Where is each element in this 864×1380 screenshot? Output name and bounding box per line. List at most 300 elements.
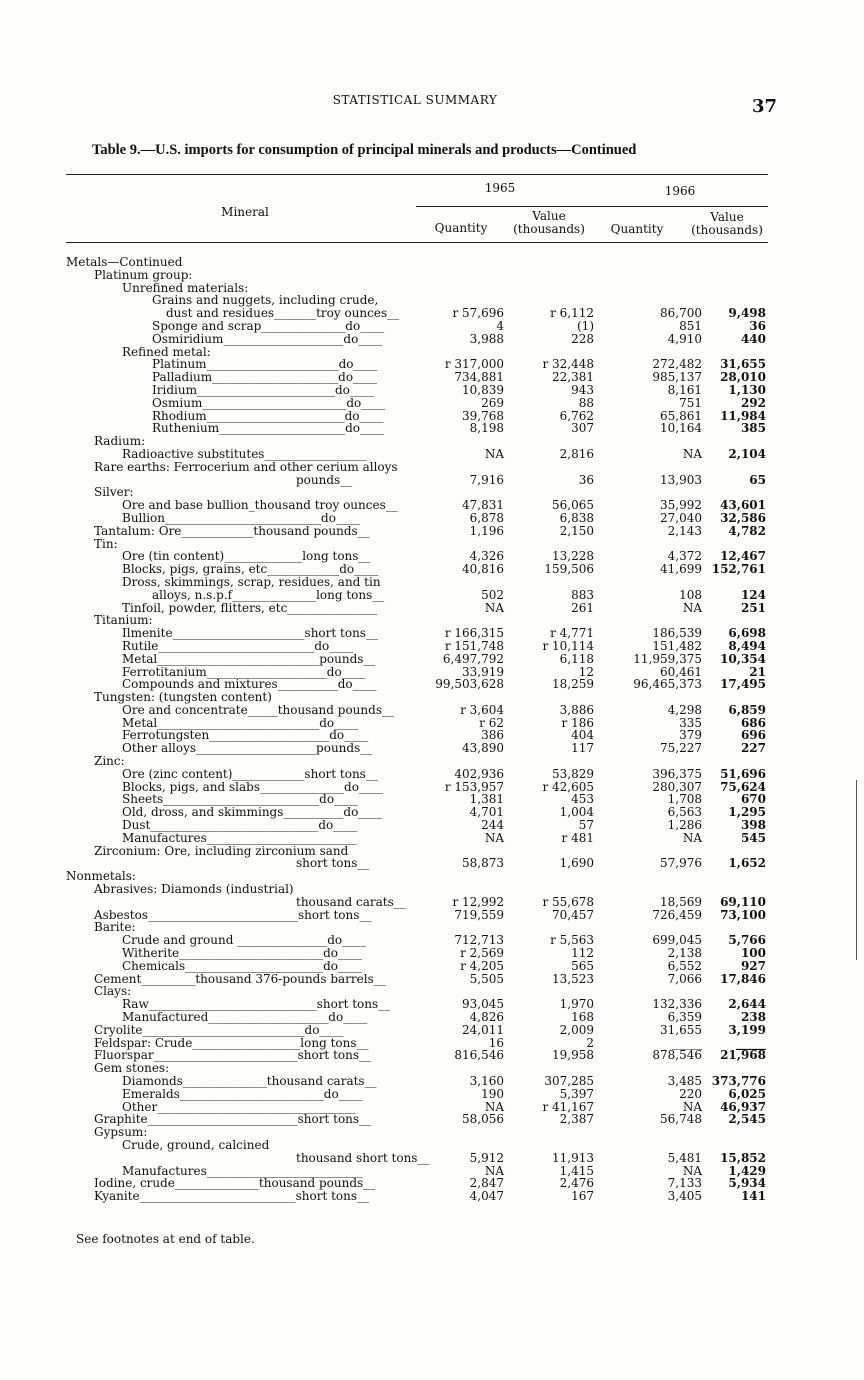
value-label: Value: [532, 209, 566, 223]
cell-value-1965: 2,816: [559, 446, 594, 461]
cell-value-1966: 927: [740, 958, 766, 973]
row-label: Palladium_____________________do____: [152, 370, 378, 385]
cell-quantity-1965: 43,890: [462, 741, 504, 756]
cell-value-1966: 8,494: [728, 638, 766, 653]
cell-value-1966: 373,776: [711, 1074, 766, 1088]
cell-quantity-1966: 985,137: [652, 370, 702, 385]
scan-edge-mark: [856, 880, 857, 960]
cell-value-1965: 261: [571, 600, 594, 615]
cell-quantity-1965: 6,878: [469, 510, 504, 525]
cell-value-1966: 11,984: [720, 408, 766, 423]
cell-value-1966: 440: [740, 331, 766, 346]
cell-value-1965: r 6,112: [550, 306, 594, 321]
cell-value-1965: r 481: [561, 830, 594, 845]
cell-quantity-1966: NA: [682, 1099, 702, 1114]
cell-value-1965: 167: [571, 1189, 594, 1204]
cell-value-1966: 36: [749, 318, 766, 333]
cell-quantity-1966: 751: [679, 395, 702, 410]
cell-value-1965: 19,958: [552, 1048, 594, 1063]
row-label: Feldspar: Crude__________________long tons__: [94, 1035, 369, 1050]
cell-quantity-1966: 96,465,373: [633, 677, 702, 692]
row-label: Zinc:: [94, 754, 125, 769]
cell-quantity-1966: 335: [679, 715, 702, 730]
cell-value-1965: 56,065: [552, 498, 594, 513]
cell-value-1965: 1,690: [559, 856, 594, 871]
running-head: STATISTICAL SUMMARY: [332, 93, 498, 107]
table-row: [66, 576, 786, 589]
table-row: [66, 755, 786, 768]
table-row: [66, 512, 786, 525]
cell-quantity-1965: 4,701: [469, 805, 504, 820]
cell-value-1966: 2,644: [728, 997, 766, 1012]
cell-quantity-1966: 27,040: [660, 510, 702, 525]
cell-quantity-1966: 57,976: [660, 856, 702, 871]
cell-quantity-1965: 3,988: [469, 331, 504, 346]
cell-value-1966: 69,110: [720, 894, 766, 909]
table-row: [66, 819, 786, 832]
cell-value-1966: 227: [740, 741, 766, 756]
table-row: [66, 857, 786, 870]
cell-value-1966: _____: [736, 1035, 766, 1050]
cell-quantity-1966: 75,227: [660, 741, 702, 756]
cell-value-1966: 2,545: [728, 1112, 766, 1127]
scan-edge-mark: [856, 780, 857, 890]
cell-value-1966: 1,295: [728, 805, 766, 820]
cell-value-1966: 75,624: [720, 779, 766, 794]
row-label: Ilmenite______________________short tons__: [122, 626, 378, 641]
table-row: [66, 653, 786, 666]
cell-value-1966: 398: [740, 818, 766, 833]
cell-quantity-1965: 402,936: [454, 766, 504, 781]
cell-quantity-1966: 108: [679, 587, 702, 602]
cell-value-1965: 3,886: [559, 702, 594, 717]
row-label: Radium:: [94, 434, 146, 449]
cell-value-1966: 46,937: [720, 1099, 766, 1114]
cell-value-1965: 159,506: [544, 562, 594, 577]
cell-value-1966: 21,968: [720, 1048, 766, 1063]
cell-quantity-1965: r 153,957: [444, 779, 504, 794]
cell-quantity-1965: 2,847: [469, 1176, 504, 1191]
cell-quantity-1965: 269: [481, 395, 504, 410]
cell-value-1965: 943: [571, 382, 594, 397]
value-unit-label: (thousands): [691, 223, 763, 237]
row-label: Metals—Continued: [66, 255, 183, 269]
row-label: Bullion__________________________do____: [122, 510, 360, 525]
cell-quantity-1966: 6,552: [667, 958, 702, 973]
row-label: dust and residues_______troy ounces__: [166, 306, 400, 321]
cell-quantity-1966: 379: [679, 728, 702, 743]
cell-quantity-1966: 2,138: [667, 946, 702, 961]
table-row: [66, 422, 786, 435]
cell-quantity-1965: 7,916: [469, 472, 504, 487]
table-row: [66, 1024, 786, 1037]
cell-quantity-1966: 280,307: [652, 779, 702, 794]
cell-quantity-1965: 1,381: [469, 792, 504, 807]
cell-quantity-1965: r 151,748: [444, 638, 504, 653]
cell-quantity-1966: 7,066: [667, 971, 702, 986]
row-label: Cryolite___________________________do____: [94, 1022, 344, 1037]
row-label: Cement_________thousand 376-pounds barrels__: [94, 971, 386, 986]
table-row: [66, 640, 786, 653]
cell-value-1966: 3,199: [728, 1022, 766, 1037]
row-label: Manufactures__________________________: [122, 1163, 363, 1178]
cell-value-1965: 53,829: [552, 766, 594, 781]
table-top-rule: [66, 174, 768, 175]
row-label: short tons__: [296, 856, 370, 871]
row-label: Compounds and mixtures__________do____: [122, 677, 377, 692]
table-row: [66, 909, 786, 922]
cell-value-1966: 4,782: [728, 523, 766, 538]
cell-quantity-1966: 13,903: [660, 472, 702, 487]
cell-quantity-1965: 4,047: [469, 1189, 504, 1204]
cell-value-1965: 453: [571, 792, 594, 807]
cell-quantity-1966: 2,143: [667, 523, 702, 538]
cell-quantity-1965: r 12,992: [452, 894, 504, 909]
cell-quantity-1965: 33,919: [462, 664, 504, 679]
row-label: Rare earths: Ferrocerium and other cerium alloys: [94, 459, 398, 474]
cell-value-1965: 228: [571, 331, 594, 346]
cell-quantity-1965: 734,881: [454, 370, 504, 385]
table-row: [66, 525, 786, 538]
cell-value-1966: 238: [740, 1010, 766, 1025]
cell-value-1966: 21: [749, 664, 766, 679]
row-label: Unrefined materials:: [122, 280, 249, 295]
cell-quantity-1965: 190: [481, 1086, 504, 1101]
cell-value-1966: 100: [740, 946, 766, 961]
col-header-value-1966: [684, 211, 770, 237]
cell-quantity-1966: 396,375: [652, 766, 702, 781]
cell-quantity-1965: 58,056: [462, 1112, 504, 1127]
row-label: Other alloys____________________pounds__: [122, 741, 373, 756]
cell-value-1965: 2,150: [559, 523, 594, 538]
row-label: Titanium:: [94, 613, 153, 628]
value-unit-label: (thousands): [513, 222, 585, 236]
cell-value-1966: 251: [740, 600, 766, 615]
cell-quantity-1966: NA: [682, 600, 702, 615]
cell-value-1965: 12: [578, 664, 594, 679]
table-row: [66, 742, 786, 755]
cell-value-1965: 1,970: [559, 997, 594, 1012]
table-row: [66, 704, 786, 717]
cell-quantity-1965: r 166,315: [444, 626, 504, 641]
cell-value-1965: 88: [578, 395, 594, 410]
cell-value-1966: 10,354: [720, 651, 766, 666]
row-label: Graphite_________________________short tons__: [94, 1112, 372, 1127]
cell-quantity-1965: r 4,205: [460, 958, 504, 973]
cell-value-1965: (1): [577, 318, 594, 333]
cell-value-1966: 5,766: [728, 933, 766, 948]
cell-quantity-1965: 3,160: [469, 1074, 504, 1088]
cell-value-1965: 2: [586, 1035, 594, 1050]
cell-quantity-1966: 8,161: [667, 382, 702, 397]
table-row: [66, 461, 786, 474]
cell-quantity-1965: 4: [496, 318, 504, 333]
cell-quantity-1965: 502: [481, 587, 504, 602]
row-label: Dross, skimmings, scrap, residues, and tin: [122, 574, 381, 589]
cell-quantity-1965: NA: [484, 446, 504, 461]
row-label: Fluorspar________________________short tons__: [94, 1048, 372, 1063]
cell-quantity-1965: NA: [484, 1163, 504, 1178]
cell-value-1965: r 5,563: [550, 933, 594, 948]
cell-value-1966: 2,104: [728, 446, 766, 461]
cell-value-1965: r 10,114: [542, 638, 594, 653]
table-row: [66, 589, 786, 602]
cell-value-1965: 6,838: [559, 510, 594, 525]
row-label: Dust____________________________do____: [122, 818, 358, 833]
cell-quantity-1965: r 62: [479, 715, 504, 730]
row-label: Diamonds______________thousand carats__: [122, 1074, 377, 1088]
cell-value-1966: 28,010: [720, 370, 766, 385]
cell-value-1966: 6,859: [728, 702, 766, 717]
row-label: Ore and base bullion_thousand troy ounces__: [122, 498, 398, 513]
cell-value-1966: 1,652: [728, 856, 766, 871]
row-label: Metal___________________________do____: [122, 715, 359, 730]
cell-quantity-1965: 1,196: [469, 523, 504, 538]
row-label: Tin:: [94, 536, 118, 551]
cell-quantity-1966: 4,910: [667, 331, 702, 346]
cell-value-1966: 65: [749, 472, 766, 487]
cell-value-1966: 545: [740, 830, 766, 845]
cell-value-1966: 5,934: [728, 1176, 766, 1191]
cell-quantity-1965: r 57,696: [452, 306, 504, 321]
cell-value-1965: 1,415: [559, 1163, 594, 1178]
row-label: Grains and nuggets, including crude,: [152, 293, 379, 308]
cell-quantity-1965: 93,045: [462, 997, 504, 1012]
row-label: Gem stones:: [94, 1061, 170, 1076]
table-row: [66, 1075, 786, 1088]
row-label: Barite:: [94, 920, 136, 935]
cell-quantity-1965: 4,326: [469, 549, 504, 564]
cell-value-1965: 6,762: [559, 408, 594, 423]
row-label: alloys, n.s.p.f______________long tons__: [152, 587, 385, 602]
year-header-rule: [416, 206, 768, 207]
table-row: [66, 1011, 786, 1024]
table-row: [66, 1049, 786, 1062]
row-label: Manufactured____________________do____: [122, 1010, 368, 1025]
row-label: Osmiridium____________________do____: [152, 331, 383, 346]
cell-quantity-1966: 18,569: [660, 894, 702, 909]
cell-quantity-1966: 11,959,375: [633, 651, 702, 666]
cell-quantity-1966: 851: [679, 318, 702, 333]
cell-value-1966: 17,495: [720, 677, 766, 692]
table-row: [66, 269, 786, 282]
cell-value-1965: 1,004: [559, 805, 594, 820]
row-label: Asbestos_________________________short tons__: [94, 907, 372, 922]
cell-quantity-1965: NA: [484, 830, 504, 845]
footnote: See footnotes at end of table.: [76, 1232, 255, 1246]
table-row: [66, 883, 786, 896]
page-number: 37: [752, 96, 778, 117]
cell-quantity-1965: 244: [481, 818, 504, 833]
cell-quantity-1965: 47,831: [462, 498, 504, 513]
row-label: Tungsten: (tungsten content): [94, 690, 272, 705]
cell-value-1965: 2,476: [559, 1176, 594, 1191]
cell-value-1966: 696: [740, 728, 766, 743]
value-label: Value: [710, 210, 744, 224]
cell-value-1965: 112: [571, 946, 594, 961]
cell-value-1965: 307: [571, 421, 594, 436]
cell-quantity-1966: NA: [682, 1163, 702, 1178]
cell-quantity-1965: NA: [484, 600, 504, 615]
table-row: [66, 960, 786, 973]
cell-quantity-1966: 7,133: [667, 1176, 702, 1191]
table-row: [66, 1190, 786, 1203]
cell-quantity-1965: 719,559: [454, 907, 504, 922]
row-label: Clays:: [94, 984, 132, 999]
cell-quantity-1965: 39,768: [462, 408, 504, 423]
cell-value-1966: 17,846: [720, 971, 766, 986]
row-label: Rutile__________________________do____: [122, 638, 354, 653]
table-row: [66, 973, 786, 986]
cell-quantity-1966: 41,699: [660, 562, 702, 577]
row-label: Silver:: [94, 485, 134, 500]
cell-quantity-1966: 60,461: [660, 664, 702, 679]
cell-value-1966: 385: [740, 421, 766, 436]
cell-value-1965: 36: [578, 472, 594, 487]
cell-quantity-1965: 6,497,792: [442, 651, 504, 666]
cell-value-1966: 1,130: [728, 382, 766, 397]
row-label: Ferrotungsten____________________do____: [122, 728, 369, 743]
cell-value-1965: r 55,678: [542, 894, 594, 909]
table-row: [66, 397, 786, 410]
table-row: [66, 896, 786, 909]
header-bottom-rule: [66, 242, 768, 243]
table-row: [66, 474, 786, 487]
cell-quantity-1966: 3,485: [667, 1074, 702, 1088]
cell-value-1965: r 186: [561, 715, 594, 730]
cell-value-1966: 12,467: [720, 549, 766, 564]
cell-value-1966: 15,852: [720, 1150, 766, 1165]
cell-quantity-1965: 5,912: [469, 1150, 504, 1165]
cell-value-1965: 168: [571, 1010, 594, 1025]
cell-quantity-1965: r 3,604: [460, 702, 504, 717]
cell-quantity-1966: 6,359: [667, 1010, 702, 1025]
table-row: [66, 832, 786, 845]
row-label: Ore (tin content)_____________long tons__: [122, 549, 371, 564]
row-label: Witherite________________________do____: [122, 946, 363, 961]
table-row: [66, 320, 786, 333]
row-label: Crude, ground, calcined: [122, 1137, 270, 1152]
row-label: thousand short tons__: [296, 1150, 430, 1165]
cell-quantity-1966: 878,546: [652, 1048, 702, 1063]
cell-value-1965: r 4,771: [550, 626, 594, 641]
table-row: [66, 563, 786, 576]
cell-value-1966: 686: [740, 715, 766, 730]
row-label: Zirconium: Ore, including zirconium sand: [94, 843, 349, 858]
cell-value-1966: 6,698: [728, 626, 766, 641]
cell-value-1966: 51,696: [720, 766, 766, 781]
cell-value-1966: 141: [740, 1189, 766, 1204]
cell-quantity-1966: 3,405: [667, 1189, 702, 1204]
cell-value-1965: 6,118: [559, 651, 594, 666]
cell-value-1965: 404: [571, 728, 594, 743]
cell-value-1965: 883: [571, 587, 594, 602]
row-label: Manufactures_________________________: [122, 830, 357, 845]
cell-quantity-1965: 16: [488, 1035, 504, 1050]
cell-quantity-1966: 1,286: [667, 818, 702, 833]
row-label: Rhodium_______________________do____: [152, 408, 384, 423]
row-label: Platinum group:: [94, 267, 193, 282]
row-label: Osmium________________________do____: [152, 395, 386, 410]
row-label: Ore and concentrate_____thousand pounds__: [122, 702, 394, 717]
cell-quantity-1966: NA: [682, 830, 702, 845]
cell-value-1966: 6,025: [728, 1086, 766, 1101]
row-label: Gypsum:: [94, 1125, 148, 1140]
table-row: [66, 256, 786, 269]
cell-quantity-1966: 5,481: [667, 1150, 702, 1165]
cell-value-1966: 152,761: [711, 562, 766, 577]
cell-quantity-1965: r 317,000: [444, 357, 504, 372]
table-row: [66, 947, 786, 960]
row-label: Chemicals_______________________do____: [122, 958, 363, 973]
row-label: Ore (zinc content)____________short tons__: [122, 766, 378, 781]
cell-value-1965: 2,387: [559, 1112, 594, 1127]
row-label: Ruthenium_____________________do____: [152, 421, 384, 436]
cell-quantity-1965: 386: [481, 728, 504, 743]
cell-quantity-1966: 220: [679, 1086, 702, 1101]
cell-quantity-1966: 132,336: [652, 997, 702, 1012]
col-header-quantity-1965: Quantity: [434, 221, 488, 235]
row-label: Blocks, pigs, and slabs______________do____: [122, 779, 383, 794]
cell-quantity-1966: _____: [672, 1035, 702, 1050]
cell-value-1966: 1,429: [728, 1163, 766, 1178]
cell-value-1965: 70,457: [552, 907, 594, 922]
cell-quantity-1965: 816,546: [454, 1048, 504, 1063]
cell-value-1966: 31,655: [720, 357, 766, 372]
cell-quantity-1965: 40,816: [462, 562, 504, 577]
table-row: [66, 1152, 786, 1165]
table-title: Table 9.—U.S. imports for consumption of principal minerals and products—Continued: [92, 142, 637, 158]
cell-quantity-1966: NA: [682, 446, 702, 461]
cell-value-1965: r 32,448: [542, 357, 594, 372]
row-label: Abrasives: Diamonds (industrial): [94, 882, 294, 897]
col-header-year-1965: 1965: [484, 181, 516, 195]
table-row: [66, 1088, 786, 1101]
cell-quantity-1966: 272,482: [652, 357, 702, 372]
row-label: Refined metal:: [122, 344, 211, 359]
cell-value-1965: 5,397: [559, 1086, 594, 1101]
cell-quantity-1965: 8,198: [469, 421, 504, 436]
cell-quantity-1966: 1,708: [667, 792, 702, 807]
cell-quantity-1965: 99,503,628: [435, 677, 504, 692]
cell-value-1965: 18,259: [552, 677, 594, 692]
cell-value-1965: r 42,605: [542, 779, 594, 794]
cell-quantity-1965: NA: [484, 1099, 504, 1114]
row-label: Tinfoil, powder, flitters, etc_______________: [122, 600, 378, 615]
row-label: Blocks, pigs, grains, etc____________do____: [122, 562, 379, 577]
cell-quantity-1966: 35,992: [660, 498, 702, 513]
cell-value-1965: 117: [571, 741, 594, 756]
cell-quantity-1965: 10,839: [462, 382, 504, 397]
cell-value-1965: 22,381: [552, 370, 594, 385]
cell-value-1965: 565: [571, 958, 594, 973]
cell-value-1966: 292: [740, 395, 766, 410]
row-label: Other_________________________________: [122, 1099, 356, 1114]
cell-quantity-1966: 699,045: [652, 933, 702, 948]
cell-value-1965: 57: [578, 818, 594, 833]
row-label: Radioactive substitutes_________________: [122, 446, 367, 461]
row-label: Iridium_______________________do____: [152, 382, 374, 397]
table-row: [66, 627, 786, 640]
cell-quantity-1966: 65,861: [660, 408, 702, 423]
row-label: Emeralds________________________do____: [122, 1086, 363, 1101]
cell-value-1965: 11,913: [552, 1150, 594, 1165]
cell-value-1966: 9,498: [728, 306, 766, 321]
row-label: Sponge and scrap______________do____: [152, 318, 385, 333]
row-label: Kyanite__________________________short tons__: [94, 1189, 370, 1204]
table-row: [66, 1139, 786, 1152]
cell-value-1965: 2,009: [559, 1022, 594, 1037]
